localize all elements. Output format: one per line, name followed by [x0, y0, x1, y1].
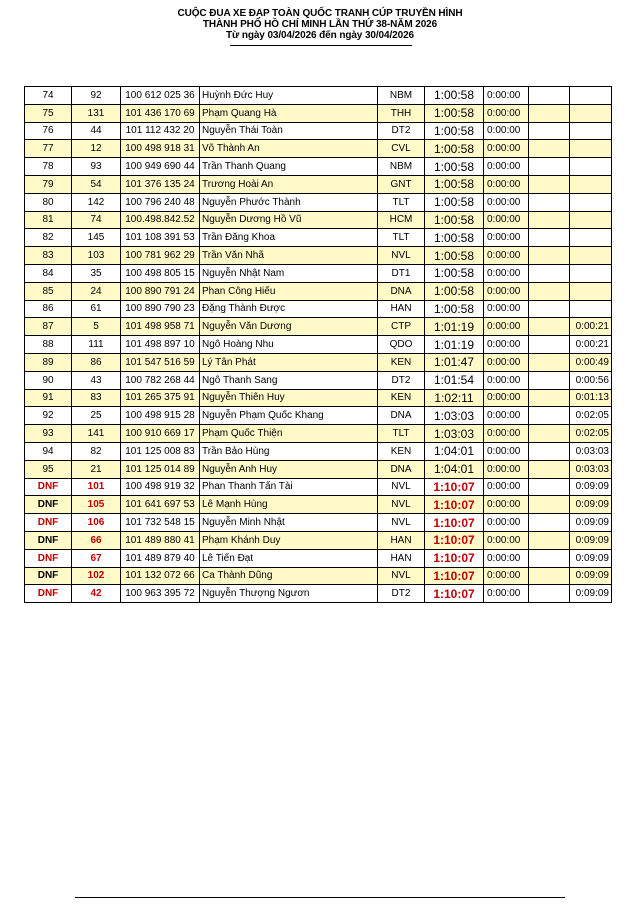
bib-cell: 74: [72, 211, 121, 229]
time-gap-cell: 0:01:13: [570, 389, 612, 407]
table-row: [25, 158, 612, 176]
time-gap-cell: 0:09:09: [570, 531, 612, 549]
empty-cell: [529, 442, 570, 460]
uci-id-cell: 101 489 879 40: [121, 549, 200, 567]
table-row: [25, 389, 612, 407]
table-row: [25, 442, 612, 460]
rider-name-cell: Phan Thanh Tấn Tài: [200, 478, 378, 496]
uci-id-cell: 101 498 897 10: [121, 336, 200, 354]
uci-id-cell: 100.498.842.52: [121, 211, 200, 229]
results-body: [25, 87, 612, 603]
uci-id-cell: 100 963 395 72: [121, 585, 200, 603]
finish-time-cell: 1:01:19: [425, 336, 484, 354]
bib-cell: 66: [72, 531, 121, 549]
rider-name-cell: Trần Bảo Hùng: [200, 442, 378, 460]
empty-cell: [529, 425, 570, 443]
rider-name-cell: Huỳnh Đức Huy: [200, 87, 378, 105]
finish-time-cell: 1:00:58: [425, 87, 484, 105]
header-title-line1: CUỘC ĐUA XE ĐẠP TOÀN QUỐC TRANH CÚP TRUYỀN HÌNH: [177, 8, 463, 19]
rank-cell: 78: [25, 158, 72, 176]
table-row: [25, 247, 612, 265]
uci-id-cell: 100 498 805 15: [121, 264, 200, 282]
empty-cell: [529, 531, 570, 549]
table-row: [25, 87, 612, 105]
finish-time-cell: 1:00:58: [425, 229, 484, 247]
header-title-line2: THÀNH PHỐ HỒ CHÍ MINH LẦN THỨ 38-NĂM 2026: [202, 19, 438, 30]
rider-name-cell: Nguyễn Minh Nhật: [200, 514, 378, 532]
team-code-cell: NBM: [378, 158, 425, 176]
time-gap-cell: 0:02:05: [570, 407, 612, 425]
bonus-time-cell: 0:00:00: [484, 336, 529, 354]
time-gap-cell: [570, 122, 612, 140]
bib-cell: 24: [72, 282, 121, 300]
bonus-time-cell: 0:00:00: [484, 158, 529, 176]
bonus-time-cell: 0:00:00: [484, 460, 529, 478]
rank-cell: 87: [25, 318, 72, 336]
empty-cell: [529, 371, 570, 389]
rank-cell: 95: [25, 460, 72, 478]
rank-cell: 75: [25, 104, 72, 122]
bonus-time-cell: 0:00:00: [484, 318, 529, 336]
rank-cell: 81: [25, 211, 72, 229]
rank-cell: 80: [25, 193, 72, 211]
bonus-time-cell: 0:00:00: [484, 211, 529, 229]
finish-time-cell: 1:00:58: [425, 247, 484, 265]
finish-time-cell: 1:10:07: [425, 478, 484, 496]
time-gap-cell: 0:00:21: [570, 318, 612, 336]
empty-cell: [529, 549, 570, 567]
team-code-cell: NVL: [378, 478, 425, 496]
team-code-cell: DT2: [378, 122, 425, 140]
time-gap-cell: 0:09:09: [570, 514, 612, 532]
rank-cell: 84: [25, 264, 72, 282]
rank-cell: DNF: [25, 514, 72, 532]
rank-cell: 94: [25, 442, 72, 460]
finish-time-cell: 1:02:11: [425, 389, 484, 407]
uci-id-cell: 100 498 919 32: [121, 478, 200, 496]
table-row: [25, 318, 612, 336]
team-code-cell: KEN: [378, 442, 425, 460]
time-gap-cell: 0:00:49: [570, 353, 612, 371]
uci-id-cell: 101 112 432 20: [121, 122, 200, 140]
bonus-time-cell: 0:00:00: [484, 175, 529, 193]
bonus-time-cell: 0:00:00: [484, 407, 529, 425]
table-row: [25, 549, 612, 567]
bonus-time-cell: 0:00:00: [484, 229, 529, 247]
rider-name-cell: Trần Thanh Quang: [200, 158, 378, 176]
empty-cell: [529, 211, 570, 229]
finish-time-cell: 1:10:07: [425, 567, 484, 585]
uci-id-cell: 100 782 268 44: [121, 371, 200, 389]
bonus-time-cell: 0:00:00: [484, 104, 529, 122]
bib-cell: 102: [72, 567, 121, 585]
table-row: [25, 514, 612, 532]
bib-cell: 61: [72, 300, 121, 318]
time-gap-cell: 0:03:03: [570, 442, 612, 460]
rank-cell: 89: [25, 353, 72, 371]
time-gap-cell: 0:09:09: [570, 496, 612, 514]
time-gap-cell: 0:03:03: [570, 460, 612, 478]
uci-id-cell: 101 498 958 71: [121, 318, 200, 336]
time-gap-cell: [570, 175, 612, 193]
team-code-cell: HAN: [378, 549, 425, 567]
uci-id-cell: 101 125 014 89: [121, 460, 200, 478]
rider-name-cell: Nguyễn Văn Dương: [200, 318, 378, 336]
table-row: [25, 460, 612, 478]
empty-cell: [529, 567, 570, 585]
empty-cell: [529, 496, 570, 514]
empty-cell: [529, 104, 570, 122]
rank-cell: 79: [25, 175, 72, 193]
finish-time-cell: 1:10:07: [425, 531, 484, 549]
bib-cell: 106: [72, 514, 121, 532]
team-code-cell: TLT: [378, 193, 425, 211]
rider-name-cell: Lê Tiến Đạt: [200, 549, 378, 567]
time-gap-cell: 0:09:09: [570, 567, 612, 585]
empty-cell: [529, 87, 570, 105]
rank-cell: 83: [25, 247, 72, 265]
finish-time-cell: 1:04:01: [425, 460, 484, 478]
finish-time-cell: 1:00:58: [425, 193, 484, 211]
team-code-cell: DT1: [378, 264, 425, 282]
time-gap-cell: [570, 87, 612, 105]
bib-cell: 111: [72, 336, 121, 354]
empty-cell: [529, 122, 570, 140]
empty-cell: [529, 514, 570, 532]
team-code-cell: HCM: [378, 211, 425, 229]
time-gap-cell: [570, 211, 612, 229]
team-code-cell: HAN: [378, 300, 425, 318]
bib-cell: 35: [72, 264, 121, 282]
finish-time-cell: 1:10:07: [425, 514, 484, 532]
uci-id-cell: 100 949 690 44: [121, 158, 200, 176]
team-code-cell: TLT: [378, 229, 425, 247]
uci-id-cell: 100 890 790 23: [121, 300, 200, 318]
bib-cell: 92: [72, 87, 121, 105]
time-gap-cell: 0:09:09: [570, 478, 612, 496]
team-code-cell: NVL: [378, 567, 425, 585]
rider-name-cell: Đặng Thành Được: [200, 300, 378, 318]
rider-name-cell: Nguyễn Anh Huy: [200, 460, 378, 478]
table-row: [25, 175, 612, 193]
rider-name-cell: Nguyễn Dương Hồ Vũ: [200, 211, 378, 229]
finish-time-cell: 1:00:58: [425, 175, 484, 193]
results-table: [24, 86, 612, 603]
empty-cell: [529, 247, 570, 265]
rider-name-cell: Ngô Hoàng Nhu: [200, 336, 378, 354]
bib-cell: 43: [72, 371, 121, 389]
bonus-time-cell: 0:00:00: [484, 300, 529, 318]
bib-cell: 44: [72, 122, 121, 140]
rank-cell: 91: [25, 389, 72, 407]
bib-cell: 5: [72, 318, 121, 336]
time-gap-cell: [570, 193, 612, 211]
rider-name-cell: Phạm Khánh Duy: [200, 531, 378, 549]
rider-name-cell: Ca Thành Dũng: [200, 567, 378, 585]
finish-time-cell: 1:10:07: [425, 585, 484, 603]
uci-id-cell: 101 125 008 83: [121, 442, 200, 460]
finish-time-cell: 1:00:58: [425, 140, 484, 158]
table-row: [25, 211, 612, 229]
empty-cell: [529, 140, 570, 158]
rider-name-cell: Ngô Thanh Sang: [200, 371, 378, 389]
table-row: [25, 371, 612, 389]
time-gap-cell: [570, 229, 612, 247]
time-gap-cell: 0:02:05: [570, 425, 612, 443]
bonus-time-cell: 0:00:00: [484, 478, 529, 496]
empty-cell: [529, 264, 570, 282]
finish-time-cell: 1:01:47: [425, 353, 484, 371]
uci-id-cell: 101 436 170 69: [121, 104, 200, 122]
rank-cell: 82: [25, 229, 72, 247]
finish-time-cell: 1:00:58: [425, 122, 484, 140]
uci-id-cell: 100 498 915 28: [121, 407, 200, 425]
bonus-time-cell: 0:00:00: [484, 264, 529, 282]
team-code-cell: NVL: [378, 514, 425, 532]
uci-id-cell: 101 547 516 59: [121, 353, 200, 371]
rider-name-cell: Nguyễn Nhật Nam: [200, 264, 378, 282]
time-gap-cell: [570, 104, 612, 122]
empty-cell: [529, 282, 570, 300]
team-code-cell: TLT: [378, 425, 425, 443]
table-row: [25, 300, 612, 318]
rider-name-cell: Phạm Quốc Thiện: [200, 425, 378, 443]
empty-cell: [529, 336, 570, 354]
rank-cell: DNF: [25, 531, 72, 549]
team-code-cell: THH: [378, 104, 425, 122]
table-row: [25, 496, 612, 514]
rank-cell: DNF: [25, 496, 72, 514]
table-row: [25, 122, 612, 140]
bib-cell: 42: [72, 585, 121, 603]
bib-cell: 82: [72, 442, 121, 460]
bib-cell: 141: [72, 425, 121, 443]
empty-cell: [529, 175, 570, 193]
bib-cell: 54: [72, 175, 121, 193]
time-gap-cell: [570, 282, 612, 300]
rider-name-cell: Trần Đăng Khoa: [200, 229, 378, 247]
rank-cell: 77: [25, 140, 72, 158]
bonus-time-cell: 0:00:00: [484, 549, 529, 567]
rider-name-cell: Nguyễn Phước Thành: [200, 193, 378, 211]
table-row: [25, 531, 612, 549]
rider-name-cell: Nguyễn Thượng Ngươn: [200, 585, 378, 603]
empty-cell: [529, 300, 570, 318]
uci-id-cell: 101 732 548 15: [121, 514, 200, 532]
time-gap-cell: 0:09:09: [570, 549, 612, 567]
bonus-time-cell: 0:00:00: [484, 442, 529, 460]
rider-name-cell: Trần Văn Nhã: [200, 247, 378, 265]
finish-time-cell: 1:03:03: [425, 425, 484, 443]
team-code-cell: DNA: [378, 282, 425, 300]
time-gap-cell: 0:00:56: [570, 371, 612, 389]
team-code-cell: CTP: [378, 318, 425, 336]
bib-cell: 103: [72, 247, 121, 265]
bib-cell: 12: [72, 140, 121, 158]
rider-name-cell: Phan Công Hiếu: [200, 282, 378, 300]
empty-cell: [529, 389, 570, 407]
bonus-time-cell: 0:00:00: [484, 585, 529, 603]
finish-time-cell: 1:03:03: [425, 407, 484, 425]
rank-cell: 90: [25, 371, 72, 389]
table-row: [25, 282, 612, 300]
rank-cell: 88: [25, 336, 72, 354]
uci-id-cell: 100 796 240 48: [121, 193, 200, 211]
uci-id-cell: 100 498 918 31: [121, 140, 200, 158]
finish-time-cell: 1:10:07: [425, 496, 484, 514]
team-code-cell: DT2: [378, 371, 425, 389]
bib-cell: 101: [72, 478, 121, 496]
finish-time-cell: 1:00:58: [425, 104, 484, 122]
bonus-time-cell: 0:00:00: [484, 567, 529, 585]
rank-cell: DNF: [25, 478, 72, 496]
finish-time-cell: 1:00:58: [425, 300, 484, 318]
finish-time-cell: 1:04:01: [425, 442, 484, 460]
bonus-time-cell: 0:00:00: [484, 425, 529, 443]
rank-cell: DNF: [25, 549, 72, 567]
bonus-time-cell: 0:00:00: [484, 87, 529, 105]
time-gap-cell: [570, 158, 612, 176]
table-row: [25, 353, 612, 371]
uci-id-cell: 100 890 791 24: [121, 282, 200, 300]
rank-cell: 92: [25, 407, 72, 425]
team-code-cell: DT2: [378, 585, 425, 603]
finish-time-cell: 1:00:58: [425, 282, 484, 300]
rider-name-cell: Trương Hoài An: [200, 175, 378, 193]
rider-name-cell: Phạm Quang Hà: [200, 104, 378, 122]
table-row: [25, 140, 612, 158]
bib-cell: 67: [72, 549, 121, 567]
time-gap-cell: 0:00:21: [570, 336, 612, 354]
time-gap-cell: [570, 140, 612, 158]
bib-cell: 131: [72, 104, 121, 122]
bonus-time-cell: 0:00:00: [484, 193, 529, 211]
bonus-time-cell: 0:00:00: [484, 371, 529, 389]
bib-cell: 142: [72, 193, 121, 211]
team-code-cell: NVL: [378, 496, 425, 514]
uci-id-cell: 100 612 025 36: [121, 87, 200, 105]
bib-cell: 105: [72, 496, 121, 514]
rank-cell: 76: [25, 122, 72, 140]
finish-time-cell: 1:00:58: [425, 211, 484, 229]
time-gap-cell: [570, 264, 612, 282]
empty-cell: [529, 585, 570, 603]
bonus-time-cell: 0:00:00: [484, 247, 529, 265]
empty-cell: [529, 460, 570, 478]
empty-cell: [529, 229, 570, 247]
rider-name-cell: Nguyễn Phạm Quốc Khang: [200, 407, 378, 425]
empty-cell: [529, 407, 570, 425]
rider-name-cell: Lý Tân Phát: [200, 353, 378, 371]
table-row: [25, 567, 612, 585]
bib-cell: 86: [72, 353, 121, 371]
team-code-cell: KEN: [378, 353, 425, 371]
empty-cell: [529, 478, 570, 496]
bonus-time-cell: 0:00:00: [484, 353, 529, 371]
team-code-cell: HAN: [378, 531, 425, 549]
uci-id-cell: 100 781 962 29: [121, 247, 200, 265]
bib-cell: 83: [72, 389, 121, 407]
table-row: [25, 104, 612, 122]
rank-cell: 85: [25, 282, 72, 300]
header-date-range: Từ ngày 03/04/2026 đến ngày 30/04/2026: [226, 30, 414, 41]
rider-name-cell: Lê Mạnh Hùng: [200, 496, 378, 514]
rank-cell: 86: [25, 300, 72, 318]
rank-cell: 74: [25, 87, 72, 105]
rank-cell: 93: [25, 425, 72, 443]
finish-time-cell: 1:01:19: [425, 318, 484, 336]
uci-id-cell: 101 265 375 91: [121, 389, 200, 407]
team-code-cell: CVL: [378, 140, 425, 158]
table-row: [25, 585, 612, 603]
rider-name-cell: Nguyễn Thái Toàn: [200, 122, 378, 140]
bonus-time-cell: 0:00:00: [484, 389, 529, 407]
table-row: [25, 407, 612, 425]
uci-id-cell: 101 132 072 66: [121, 567, 200, 585]
empty-cell: [529, 318, 570, 336]
document-header: [0, 8, 640, 41]
footer-divider: [75, 897, 565, 898]
bib-cell: 93: [72, 158, 121, 176]
bonus-time-cell: 0:00:00: [484, 514, 529, 532]
bib-cell: 21: [72, 460, 121, 478]
team-code-cell: QDO: [378, 336, 425, 354]
team-code-cell: DNA: [378, 407, 425, 425]
header-divider: [230, 45, 412, 46]
finish-time-cell: 1:01:54: [425, 371, 484, 389]
team-code-cell: GNT: [378, 175, 425, 193]
rider-name-cell: Võ Thành An: [200, 140, 378, 158]
finish-time-cell: 1:10:07: [425, 549, 484, 567]
table-row: [25, 193, 612, 211]
bonus-time-cell: 0:00:00: [484, 531, 529, 549]
empty-cell: [529, 193, 570, 211]
table-row: [25, 336, 612, 354]
bonus-time-cell: 0:00:00: [484, 140, 529, 158]
uci-id-cell: 100 910 669 17: [121, 425, 200, 443]
rank-cell: DNF: [25, 567, 72, 585]
table-row: [25, 478, 612, 496]
table-row: [25, 425, 612, 443]
uci-id-cell: 101 108 391 53: [121, 229, 200, 247]
team-code-cell: DNA: [378, 460, 425, 478]
finish-time-cell: 1:00:58: [425, 264, 484, 282]
rider-name-cell: Nguyễn Thiên Huy: [200, 389, 378, 407]
uci-id-cell: 101 489 880 41: [121, 531, 200, 549]
table-row: [25, 264, 612, 282]
bib-cell: 145: [72, 229, 121, 247]
bonus-time-cell: 0:00:00: [484, 282, 529, 300]
bib-cell: 25: [72, 407, 121, 425]
team-code-cell: NBM: [378, 87, 425, 105]
time-gap-cell: [570, 247, 612, 265]
team-code-cell: KEN: [378, 389, 425, 407]
empty-cell: [529, 353, 570, 371]
bonus-time-cell: 0:00:00: [484, 496, 529, 514]
uci-id-cell: 101 376 135 24: [121, 175, 200, 193]
rank-cell: DNF: [25, 585, 72, 603]
bonus-time-cell: 0:00:00: [484, 122, 529, 140]
table-row: [25, 229, 612, 247]
time-gap-cell: 0:09:09: [570, 585, 612, 603]
uci-id-cell: 101 641 697 53: [121, 496, 200, 514]
finish-time-cell: 1:00:58: [425, 158, 484, 176]
team-code-cell: NVL: [378, 247, 425, 265]
time-gap-cell: [570, 300, 612, 318]
empty-cell: [529, 158, 570, 176]
